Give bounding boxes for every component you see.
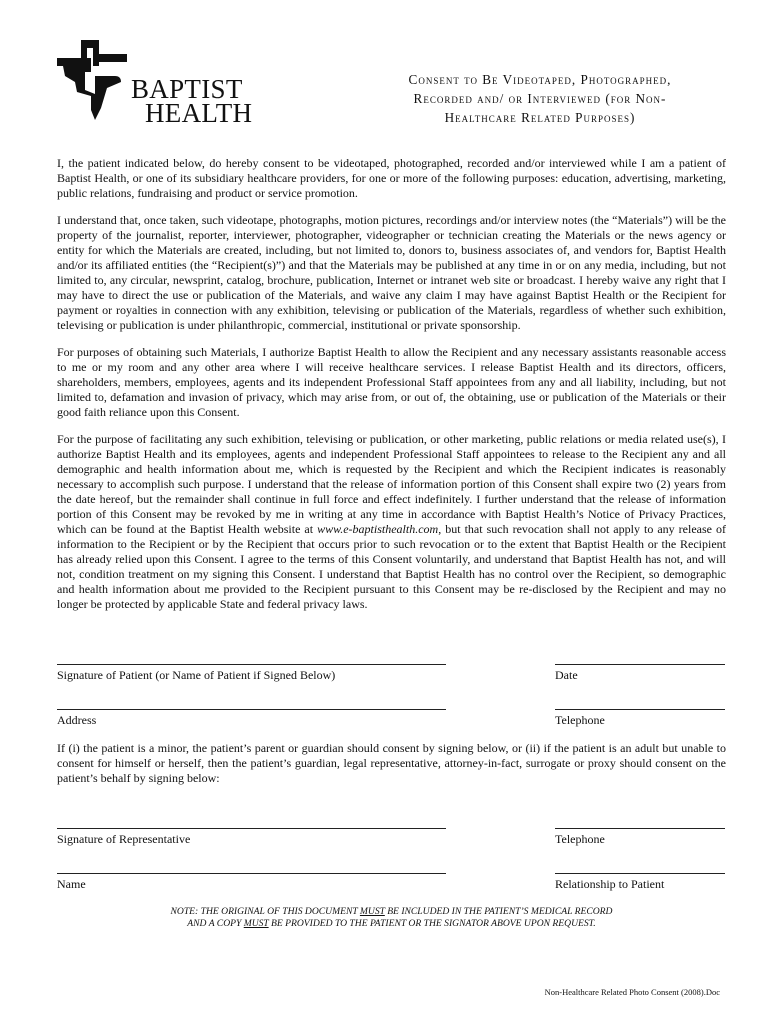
record-note: [57, 906, 726, 930]
logo-text-health: HEALTH: [145, 98, 253, 128]
note-text: NOTE: THE ORIGINAL OF THIS DOCUMENT: [170, 906, 360, 917]
representative-telephone-line[interactable]: [555, 828, 725, 829]
baptist-health-logo: [55, 36, 255, 126]
representative-telephone-label: Telephone: [555, 832, 605, 846]
website-link[interactable]: www.e-baptisthealth.com: [317, 522, 439, 536]
cross-logo-icon: [55, 36, 135, 126]
paragraph-text-a: For the purpose of facilitating any such exhibition, televising or publication, or other marketing, public relations or media related use(s), I authorize Baptist Health and its employees, agents and independent Professional Staff appointees to release to the Recipient any and all demographic and health information about me, which is requested by the Recipient and which the Recipient indicates is reasonably necessary to accomplish such purpose. I understand that the release of information portion of this Consent shall expire two (2) years from the date hereof, but the remainder shall continue in full force and effect indefinitely. I further understand that the release of information portion of this Consent may be revoked by me in writing at any time in accordance with Baptist Health’s Notice of Privacy Practices, which can be found at the Baptist Health website at: [57, 432, 726, 536]
note-text: BE INCLUDED IN THE PATIENT’S MEDICAL RECORD: [384, 906, 613, 917]
relationship-label: Relationship to Patient: [555, 877, 665, 891]
signature-representative-label: Signature of Representative: [57, 832, 191, 846]
address-line[interactable]: [57, 709, 446, 710]
title-line-3: Healthcare Related Purposes): [444, 110, 636, 125]
document-title: [345, 70, 735, 127]
relationship-line[interactable]: [555, 873, 725, 874]
name-label: Name: [57, 877, 86, 891]
signature-patient-line[interactable]: [57, 664, 446, 665]
paragraph-information-release: [57, 432, 726, 612]
representative-instructions: If (i) the patient is a minor, the patient’s parent or guardian should consent by signing below, or (ii) if the patient is an adult but unable to consent for himself or herself, then the patient’s guardian, legal representative, attorney-in-fact, surrogate or proxy should consent on the patient’s behalf by signing below:: [57, 741, 726, 785]
title-line-1: Consent to Be Videotaped, Photographed,: [408, 72, 672, 87]
paragraph-text-b: , but that such revocation shall not apply to any release of information to the Recipient or by the Recipient that occurs prior to such revocation or to the extent that Baptist Health or the Recipient has already relied upon this Consent. I agree to the terms of this Consent voluntarily, and understand that Baptist Health has not, and will not, condition treatment on my signing this Consent. I understand that Baptist Health has no control over the Recipient, so demographic and health information about me provided to the Recipient pursuant to this Consent may be re-disclosed by the Recipient and may no longer be protected by applicable State and federal privacy laws.: [57, 522, 726, 611]
note-line-1: [57, 906, 726, 918]
note-emphasis: MUST: [359, 906, 385, 917]
note-line-2: [57, 918, 726, 930]
paragraph-materials: I understand that, once taken, such videotape, photographs, motion pictures, recordings and/or interview notes (the “Materials”) will be the property of the journalist, reporter, interviewer, photographer, videographer or technician creating the Materials or the news agency or entity for which the Materials are created, including, but not limited to, donors to, business associates of, and vendors for, Baptist Health and/or its affiliated entities (the “Recipient(s)”) and that the Materials may be published at any time in or on any media, including, but not limited to, any circular, newsprint, catalog, brochure, publication, Internet or intranet web site or broadcast. I hereby waive any right that I may have to direct the use or publication of the Materials, and waive any claim I may have against Baptist Health or the Recipient for payment or royalties in connection with any exhibition, televising or publication of the Materials, regardless of whether such exhibition, televising or publication is under philanthropic, commercial, institutional or private sponsorship.: [57, 213, 726, 332]
note-text: BE PROVIDED TO THE PATIENT OR THE SIGNATOR ABOVE UPON REQUEST.: [268, 918, 596, 929]
signature-patient-label: Signature of Patient (or Name of Patient if Signed Below): [57, 668, 336, 682]
name-line[interactable]: [57, 873, 446, 874]
signature-representative-line[interactable]: [57, 828, 446, 829]
logo-text-baptist: BAPTIST: [131, 74, 243, 104]
note-emphasis: MUST: [243, 918, 269, 929]
telephone-line[interactable]: [555, 709, 725, 710]
paragraph-access-release: For purposes of obtaining such Materials, I authorize Baptist Health to allow the Recipient and any necessary assistants reasonable access to me or my room and any other area where I will receive healthcare services. I release Baptist Health and its directors, officers, shareholders, members, employees, agents and its independent Professional Staff appointees from any and all liability, including, but not limited to, defamation and invasion of privacy, which may arise from, or out of, the obtaining, use or publication of the Materials or their good faith reliance upon this Consent.: [57, 345, 726, 419]
paragraph-consent: I, the patient indicated below, do hereby consent to be videotaped, photographed, recorded and/or interviewed while I am a patient of Baptist Health, or one of its subsidiary healthcare providers, for one or more of the following purposes: education, advertising, marketing, public relations, fundraising and product or service promotion.: [57, 156, 726, 200]
address-label: Address: [57, 713, 97, 727]
telephone-label: Telephone: [555, 713, 605, 727]
consent-body: [57, 156, 726, 624]
date-line[interactable]: [555, 664, 725, 665]
title-line-2: Recorded and/ or Interviewed (for Non-: [413, 91, 667, 106]
document-footer: Non-Healthcare Related Photo Consent (2008).Doc: [544, 987, 720, 997]
note-text: AND A COPY: [187, 918, 244, 929]
date-label: Date: [555, 668, 578, 682]
